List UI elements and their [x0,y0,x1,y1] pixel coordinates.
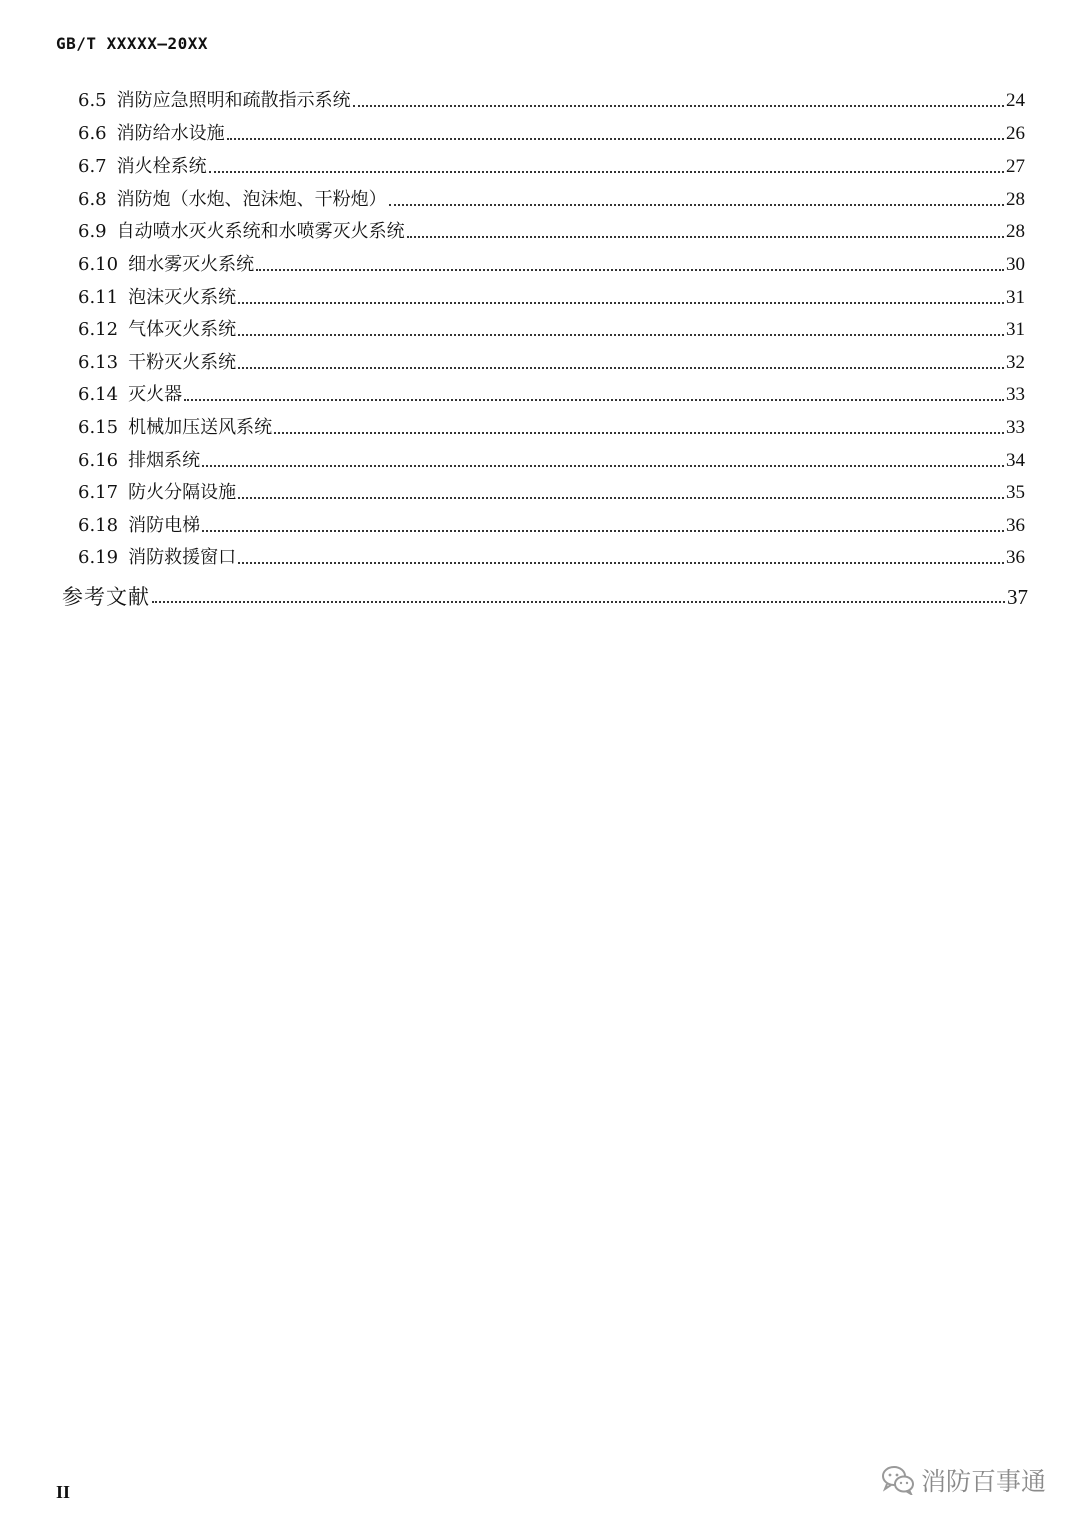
toc-title: 消防给水设施 [116,123,225,144]
toc-leader [227,138,1004,140]
toc-title: 消防电梯 [128,515,201,536]
toc-entry-6-18[interactable] [78,511,1025,537]
toc-page: 33 [1006,417,1025,438]
toc-number: 6.10 [78,254,119,275]
toc-title: 消防炮（水炮、泡沫炮、干粉炮） [116,189,387,210]
toc-page: 36 [1006,547,1025,568]
watermark [881,1462,1046,1498]
toc-entry-6-9[interactable] [78,217,1025,243]
toc-title: 消防应急照明和疏散指示系统 [116,90,351,111]
toc-page: 28 [1006,221,1025,242]
toc-leader [238,562,1004,564]
toc-title: 干粉灭火系统 [128,352,237,373]
toc-number: 6.16 [78,450,119,471]
toc-title: 气体灭火系统 [128,319,237,340]
toc-title: 消火栓系统 [116,156,207,177]
toc-page: 37 [1007,585,1028,609]
toc-entry-6-11[interactable] [78,283,1025,309]
toc-number: 6.11 [78,287,119,308]
toc-title: 灭火器 [128,384,183,405]
toc-page: 30 [1006,254,1025,275]
toc-page: 27 [1006,156,1025,177]
toc-number: 6.14 [78,384,119,405]
toc-entry-6-7[interactable] [78,152,1025,178]
toc-title: 参考文献 [62,585,150,609]
toc-page: 24 [1006,90,1025,111]
toc-entry-6-12[interactable] [78,315,1025,341]
toc-page: 35 [1006,482,1025,503]
toc-page: 36 [1006,515,1025,536]
toc-title: 机械加压送风系统 [128,417,273,438]
toc-number: 6.7 [78,156,107,177]
toc-number: 6.6 [78,123,107,144]
toc-page: 34 [1006,450,1025,471]
toc-page: 32 [1006,352,1025,373]
toc-leader [152,601,1005,603]
toc-leader [274,432,1004,434]
toc-page: 31 [1006,319,1025,340]
toc-leader [353,105,1004,107]
toc-title: 排烟系统 [128,450,201,471]
toc-title: 细水雾灭火系统 [128,254,255,275]
toc-number: 6.8 [78,189,107,210]
toc-page: 33 [1006,384,1025,405]
toc-leader [407,236,1004,238]
toc-entry-6-16[interactable] [78,446,1025,472]
standard-code: GB/T XXXXX—20XX [56,34,208,53]
toc-leader [202,530,1004,532]
toc-leader [209,171,1004,173]
toc-entry-6-15[interactable] [78,413,1025,439]
toc-leader [389,204,1004,206]
toc-number: 6.9 [78,221,107,242]
toc-number: 6.17 [78,482,119,503]
toc-number: 6.13 [78,352,119,373]
toc-leader [202,465,1004,467]
toc-entry-6-8[interactable] [78,185,1025,211]
toc-number: 6.15 [78,417,119,438]
toc-entry-6-13[interactable] [78,348,1025,374]
toc-leader [256,269,1004,271]
toc-title: 自动喷水灭火系统和水喷雾灭火系统 [116,221,405,242]
toc-leader [238,334,1004,336]
toc-entry-6-14[interactable] [78,380,1025,406]
toc-entry-6-19[interactable] [78,543,1025,569]
toc-number: 6.5 [78,90,107,111]
watermark-text: 消防百事通 [920,1467,1046,1496]
toc-entry-6-5[interactable] [78,86,1025,112]
toc-page: 31 [1006,287,1025,308]
toc-leader [238,367,1004,369]
wechat-icon [881,1465,915,1495]
toc-page: 26 [1006,123,1025,144]
toc-leader [238,302,1004,304]
page-number: II [56,1482,71,1502]
toc-entry-6-17[interactable] [78,478,1025,504]
toc-entry-6-10[interactable] [78,250,1025,276]
toc-entry-references[interactable] [62,582,1028,608]
toc-title: 泡沫灭火系统 [128,287,237,308]
toc-title: 防火分隔设施 [128,482,237,503]
toc-title: 消防救援窗口 [128,547,237,568]
toc-number: 6.12 [78,319,119,340]
toc-number: 6.18 [78,515,119,536]
toc-leader [184,399,1004,401]
toc-page: 28 [1006,189,1025,210]
toc-entry-6-6[interactable] [78,119,1025,145]
toc-number: 6.19 [78,547,119,568]
toc-leader [238,497,1004,499]
